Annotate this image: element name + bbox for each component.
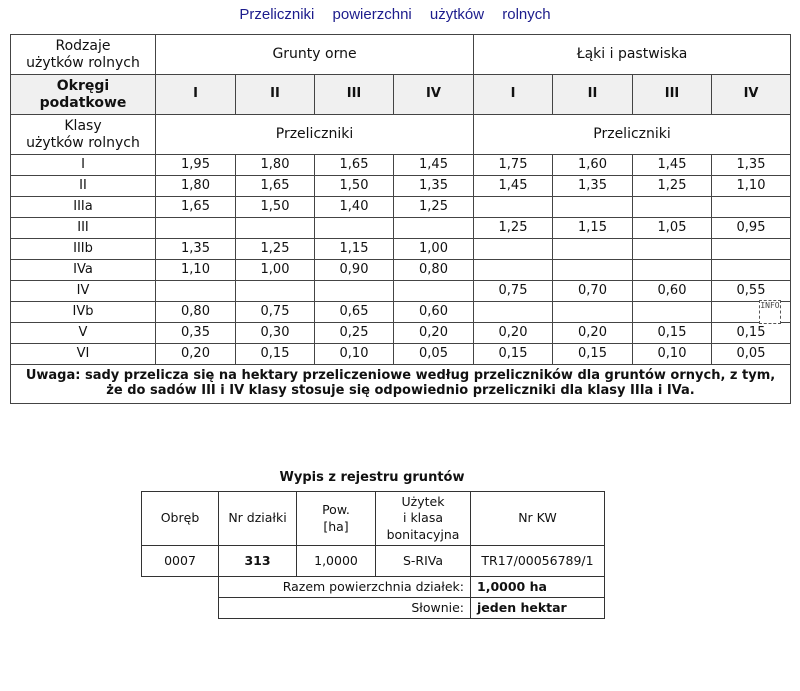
klasa-cell: III [11,218,156,239]
laki-value-cell: 0,20 [474,323,553,344]
laki-value-cell: 1,10 [712,176,791,197]
laki-value-cell [553,302,633,323]
grunty-value-cell: 1,00 [236,260,315,281]
laki-value-cell [474,302,553,323]
grunty-value-cell: 0,80 [156,302,236,323]
table-row [11,281,791,302]
blank-cell [142,577,219,598]
grunty-value-cell: 0,20 [394,323,474,344]
okreg-laki-1: I [474,75,553,115]
grunty-value-cell: 1,65 [315,155,394,176]
register-header-pow [297,492,376,546]
laki-value-cell [633,302,712,323]
grunty-value-cell: 0,65 [315,302,394,323]
grunty-value-cell: 1,95 [156,155,236,176]
laki-value-cell: 0,15 [712,323,791,344]
laki-value-cell: 1,05 [633,218,712,239]
header-row-klasy [11,115,791,155]
grunty-value-cell: 0,35 [156,323,236,344]
grunty-value-cell [315,218,394,239]
register-total-row [142,577,605,598]
register-row [142,546,605,577]
grunty-value-cell: 0,20 [156,344,236,365]
grunty-value-cell: 1,65 [236,176,315,197]
register-pow: 1,0000 [297,546,376,577]
laki-value-cell: 1,35 [712,155,791,176]
laki-value-cell: 0,70 [553,281,633,302]
grunty-value-cell: 1,10 [156,260,236,281]
register-nr-kw: TR17/00056789/1 [471,546,605,577]
info-icon-label: INFO [760,301,780,310]
grunty-value-cell [236,281,315,302]
laki-value-cell [633,197,712,218]
grunty-value-cell [394,218,474,239]
grunty-value-cell: 1,25 [394,197,474,218]
register-words-row [142,598,605,619]
laki-value-cell [474,197,553,218]
przeliczniki-laki-label: Przeliczniki [474,115,791,155]
laki-value-cell: 1,45 [633,155,712,176]
grunty-value-cell: 0,75 [236,302,315,323]
register-obreb: 0007 [142,546,219,577]
laki-value-cell: 1,75 [474,155,553,176]
table-row [11,176,791,197]
grunty-value-cell: 1,65 [156,197,236,218]
okreg-grunty-2: II [236,75,315,115]
laki-value-cell: 0,20 [553,323,633,344]
register-words-value: jeden hektar [471,598,605,619]
register-nr-dzialki: 313 [219,546,297,577]
table-row [11,302,791,323]
page-title: Przeliczniki powierzchni użytków rolnych [239,6,551,23]
grunty-value-cell: 1,35 [394,176,474,197]
register-header-row [142,492,605,546]
okreg-grunty-1: I [156,75,236,115]
klasa-cell: IVa [11,260,156,281]
laki-value-cell [553,260,633,281]
header-row-types [11,35,791,75]
laki-value-cell: 0,60 [633,281,712,302]
register-uzytek: S-RIVa [376,546,471,577]
laki-value-cell: 0,15 [633,323,712,344]
grunty-value-cell: 1,40 [315,197,394,218]
okreg-grunty-3: III [315,75,394,115]
header-klasy: Klasy użytków rolnych [11,115,156,155]
info-icon[interactable] [759,300,781,324]
table-row [11,344,791,365]
laki-value-cell: 1,25 [633,176,712,197]
grunty-value-cell [156,218,236,239]
table-row [11,218,791,239]
note-row [11,365,791,404]
grunty-value-cell [315,281,394,302]
note-text: Uwaga: sady przelicza się na hektary przeliczeniowe według przeliczników dla gruntów ornych, z tym, że do sadów III i IV klasy stosuje się odpowiednio przeliczniki dla klasy IIIa i IVa. [11,365,791,404]
laki-value-cell: 0,55 [712,281,791,302]
laki-value-cell [474,260,553,281]
laki-value-cell [712,239,791,260]
klasa-cell: I [11,155,156,176]
register-header-nr-kw: Nr KW [471,492,605,546]
laki-value-cell: 0,15 [474,344,553,365]
klasa-cell: IIIb [11,239,156,260]
grunty-value-cell: 0,05 [394,344,474,365]
grunty-value-cell: 0,80 [394,260,474,281]
conversion-table [10,34,791,404]
grunty-value-cell: 1,35 [156,239,236,260]
laki-value-cell: 1,15 [553,218,633,239]
register-total-value: 1,0000 ha [471,577,605,598]
group-laki-pastwiska: Łąki i pastwiska [474,35,791,75]
klasa-cell: V [11,323,156,344]
laki-value-cell [553,197,633,218]
laki-value-cell [474,239,553,260]
laki-value-cell: 1,25 [474,218,553,239]
laki-value-cell [712,260,791,281]
register-total-label: Razem powierzchnia działek: [219,577,471,598]
grunty-value-cell: 1,15 [315,239,394,260]
laki-value-cell: 1,60 [553,155,633,176]
register-header-uzytek-text: Użytek i klasa bonitacyjna [386,494,460,542]
grunty-value-cell: 0,30 [236,323,315,344]
grunty-value-cell: 0,90 [315,260,394,281]
grunty-value-cell: 1,45 [394,155,474,176]
grunty-value-cell [236,218,315,239]
grunty-value-cell: 1,80 [156,176,236,197]
przeliczniki-grunty-label: Przeliczniki [156,115,474,155]
grunty-value-cell [156,281,236,302]
table-row [11,239,791,260]
grunty-value-cell: 0,10 [315,344,394,365]
register-words-label: Słownie: [219,598,471,619]
laki-value-cell: 0,05 [712,344,791,365]
header-row-okregi [11,75,791,115]
grunty-value-cell: 0,25 [315,323,394,344]
laki-value-cell [633,239,712,260]
klasa-cell: IVb [11,302,156,323]
laki-value-cell [712,197,791,218]
laki-value-cell: 1,35 [553,176,633,197]
grunty-value-cell: 0,60 [394,302,474,323]
table-row [11,197,791,218]
table-row [11,323,791,344]
grunty-value-cell: 0,15 [236,344,315,365]
table-row [11,260,791,281]
grunty-value-cell [394,281,474,302]
okreg-grunty-4: IV [394,75,474,115]
laki-value-cell: 0,95 [712,218,791,239]
group-grunty-orne: Grunty orne [156,35,474,75]
register-table [141,491,605,619]
header-okregi: Okręgi podatkowe [11,75,156,115]
klasa-cell: VI [11,344,156,365]
register-header-pow-text: Pow. [ha] [322,502,350,534]
laki-value-cell: 0,75 [474,281,553,302]
laki-value-cell: 0,15 [553,344,633,365]
laki-value-cell: 0,10 [633,344,712,365]
okreg-laki-3: III [633,75,712,115]
header-rodzaje: Rodzaje użytków rolnych [11,35,156,75]
grunty-value-cell: 1,50 [236,197,315,218]
klasa-cell: IV [11,281,156,302]
register-header-nr-dzialki: Nr działki [219,492,297,546]
blank-cell [142,598,219,619]
laki-value-cell [553,239,633,260]
klasa-cell: II [11,176,156,197]
grunty-value-cell: 1,25 [236,239,315,260]
register-title: Wypis z rejestru gruntów [279,470,465,485]
grunty-value-cell: 1,00 [394,239,474,260]
grunty-value-cell: 1,50 [315,176,394,197]
klasa-cell: IIIa [11,197,156,218]
register-header-obreb: Obręb [142,492,219,546]
okreg-laki-2: II [553,75,633,115]
register-header-uzytek [376,492,471,546]
table-row [11,155,791,176]
laki-value-cell [633,260,712,281]
okreg-laki-4: IV [712,75,791,115]
laki-value-cell: 1,45 [474,176,553,197]
grunty-value-cell: 1,80 [236,155,315,176]
